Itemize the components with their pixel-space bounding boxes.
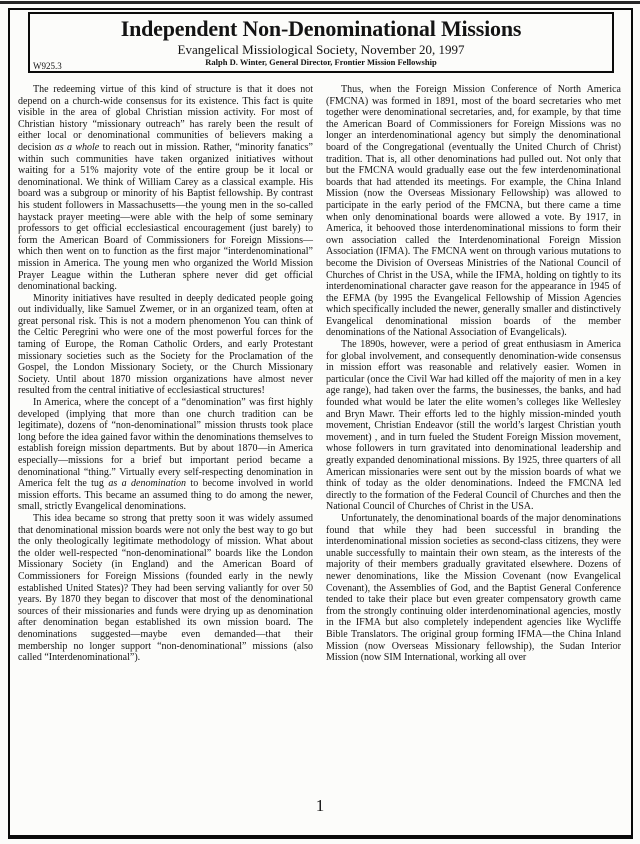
subtitle: Evangelical Missiological Society, November 20, 1997 bbox=[177, 42, 465, 57]
paragraph: The 1890s, however, were a period of great enthusiasm in America for global involvement, and consequently denomination-wide consensus in mission effort was reasonable and relatively easier. Women in particular (once the Civil War had killed off the majority of men in a key age range), had taken over the farms, the businesses, the banks, and had founded what would be later the elite women’s colleges like Wellesley and Bryn Mawr. Their efforts led to the highly mission-minded youth movement, Christian Endeavor (still the world’s largest Christian youth movement) , and in turn fueled the Student Foreign Mission movement, whose followers in turn gravitated into denominational leadership and greatly expanded denominational missions. By 1925, three quarters of all American missionaries were sent out by the mission boards of what we think of today as the older denominations. Indeed the FMCNA led directly to the formation of the Federal Council of Churches and then the National Council of Churches of Christ in the USA. bbox=[326, 339, 621, 513]
page-title: Independent Non-Denominational Missions bbox=[120, 16, 522, 41]
column-right bbox=[326, 84, 621, 664]
header-box bbox=[28, 12, 614, 73]
paragraph: In America, where the concept of a “denomination” was first highly developed (implying that more than one church tradition can be legitimate), dozens of “non-denominational” mission thrusts took place long before the idea gained favor within the denominations themselves to establish foreign mission departments. But by about 1870—in America especially—missions for a brief but important period became a denominational “thing.” Virtually every self-respecting denomination in America felt the tug as a denomination to become involved in world mission efforts. This became an assumed thing to do among the newer, small, strictly Evangelical denominations. bbox=[18, 397, 313, 513]
article-body bbox=[18, 84, 622, 664]
paragraph: This idea became so strong that pretty soon it was widely assumed that denominational mission boards were not only the best way to go but the only theologically legitimate methodology of mission. What about the older well-respected “non-denominational” boards like the London Missionary Society (in England) and the American Board of Commissioners for Foreign Missions (founded early in the newly established United States)? They had been serving valiantly for over 50 years. By 1870 they began to discover that most of the denominational sources of their missionaries and funds were drying up as denomination after denomination began established its own mission board. The denominations suggested—maybe even demanded—that their membership no longer support “non-denominational” missions (also called “Interdenominational”). bbox=[18, 512, 313, 664]
byline: Ralph D. Winter, General Director, Frontier Mission Fellowship bbox=[205, 57, 437, 67]
paragraph: Unfortunately, the denominational boards of the major denominations found that while they had been successful in branding the interdenominational mission societies as second-class citizens, they were unable successfully to maintain their own steam, as the interests of the majority of their members gradually gravitated elsewhere. Dozens of newer denominations, like the Mission Covenant (now Evangelical Covenant), the Assemblies of God, and the Baptist General Conference tended to take their place but even greater compensatory growth came from the strongly continuing older interdenominational agencies, mostly in the IFMA but also completely independent agencies like Wycliffe Bible Translators. The original group forming IFMA—the China Inland Mission (now Overseas Missionary fellowship), the Sudan Interior Mission (now SIM International, working all over bbox=[326, 512, 621, 664]
scan-artifact-line bbox=[0, 1, 640, 4]
document-code: W925.3 bbox=[33, 61, 62, 71]
paragraph: Minority initiatives have resulted in deeply dedicated people going out individually, like Samuel Zwemer, or in an organized team, often at great personal risk. This is not a modern phenomenon You can think of the Celtic Peregrini who were one of the most powerful forces for the taming of Europe, the Roman Catholic Orders, and early Protestant missionary societies such as the Society for the Proclamation of the Gospel, the London Missionary Society, or the Church Missionary Society. Until about 1870 mission organizations have almost never resulted from the central initiative of ecclesiastical structures! bbox=[18, 292, 313, 397]
paragraph: Thus, when the Foreign Mission Conference of North America (FMCNA) was formed in 1891, most of the board secretaries who met together were denominational secretaries, and, for example, by that time the American Board of Commissioners for Foreign Missions was no longer an interdenominational agency but simply the denominational board of the Congregational (eventually the United Church of Christ) tradition. That is, all other denominations had pulled out. Not only that but the FMCNA would gradually ease out the few interdenominational boards that had attended its meetings. For example, the China Inland Mission (now the Overseas Missionary Fellowship) was allowed to participate in the early period of the FMCNA, but there came a time when only denominational boards were allowed a vote. By 1917, in America, it behooved those interdenominational missions to form their own association called the Interdenominational Foreign Mission Association (IFMA). The FMCNA went on through various mutations to become the Division of Overseas Ministries of the National Council of Churches of Christ in the USA, while the IFMA, holding on tightly to its interdenominational character gave reason for the appearance in 1945 of the EFMA (by 1995 the Evangelical Fellowship of Mission Agencies which specifically included the newer, generally smaller and distinctively Evangelical denominational mission boards of the member denominations of the National Association of Evangelicals). bbox=[326, 84, 621, 339]
page-number: 1 bbox=[315, 796, 325, 815]
column-left bbox=[18, 84, 313, 664]
paragraph: The redeeming virtue of this kind of structure is that it does not depend on a church-wide consensus for its existence. This fact is quite visible in the area of global Christian mission activity. For most of Christian history “missionary outreach” has rarely been the result of either local or denominational communities of believers making a decision as a whole to reach out in mission. Rather, “minority fanatics” within such communities have taken organized initiatives without waiting for a 51% majority vote of the entire group be it local or denominational. We think of William Carey as a classical example. His board was a subgroup or minority of his Baptist fellowship. By contrast his student followers in Massachusetts—the young men in the so-called haystack prayer meeting—were able with the help of some seminary professors to get official ecclesiastical encouragement (just barely) to form the American Board of Commissioners for Foreign Missions—which then went on to function as the first major “interdenominational” mission in America. The young men who organized the World Mission Prayer League within the Lutheran sphere never did get official denominational backing. bbox=[18, 84, 313, 293]
